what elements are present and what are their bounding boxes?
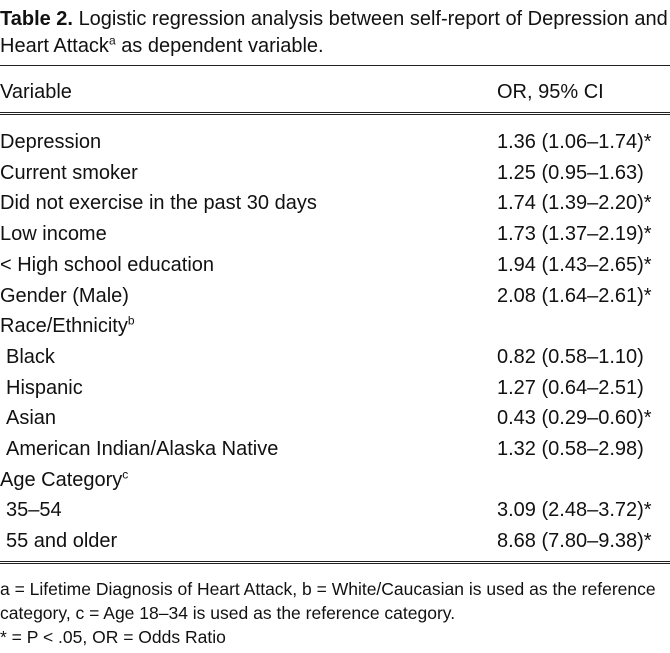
- table-row: [0, 188, 670, 218]
- variable-text: Age Category: [0, 468, 123, 491]
- row-variable: [0, 188, 317, 218]
- bottom-rule: [0, 561, 670, 562]
- row-variable: [6, 434, 278, 464]
- table-row: [0, 495, 670, 525]
- variable-text: Black: [6, 345, 55, 368]
- table-row: [0, 158, 670, 188]
- title-text: Logistic regression analysis between self-report of Depression and Heart Attack: [0, 8, 668, 57]
- header-or-ci: OR, 95% CI: [497, 81, 604, 103]
- row-variable: [0, 311, 135, 341]
- variable-text: Low income: [0, 223, 107, 246]
- footnote-significance: * = P < .05, OR = Odds Ratio: [0, 627, 226, 647]
- title-superscript: a: [108, 33, 116, 48]
- variable-text: Depression: [0, 131, 102, 153]
- variable-text: Race/Ethnicity: [0, 315, 128, 338]
- variable-superscript: b: [127, 313, 135, 328]
- row-or-ci: 0.43 (0.29–0.60)*: [497, 407, 652, 430]
- row-variable: [6, 342, 55, 372]
- row-variable: [0, 465, 128, 495]
- table-row: [0, 219, 670, 249]
- table-row: [0, 311, 670, 341]
- row-variable: [0, 250, 214, 280]
- header-rule: [0, 112, 670, 113]
- variable-text: Current smoker: [0, 161, 138, 184]
- row-variable: [0, 281, 129, 311]
- variable-text: 55 and older: [6, 530, 118, 553]
- variable-text: Hispanic: [6, 376, 83, 399]
- header-variable: Variable: [0, 81, 72, 103]
- table-header: [0, 77, 670, 107]
- row-variable: [6, 495, 62, 525]
- row-or-ci: 8.68 (7.80–9.38)*: [497, 530, 652, 553]
- row-variable: [6, 373, 83, 403]
- table-row: [0, 250, 670, 280]
- row-or-ci: 1.27 (0.64–2.51): [497, 376, 644, 399]
- table-row: [0, 342, 670, 372]
- row-or-ci: 3.09 (2.48–3.72)*: [497, 499, 652, 522]
- row-variable: [0, 219, 107, 249]
- table-row: [0, 127, 670, 157]
- row-or-ci: 1.25 (0.95–1.63): [497, 161, 644, 184]
- table-title: [0, 6, 668, 60]
- table-row: [0, 373, 670, 403]
- table-row: [0, 465, 670, 495]
- row-variable: [0, 158, 138, 188]
- row-or-ci: 0.82 (0.58–1.10): [497, 345, 644, 368]
- table-row: [0, 281, 670, 311]
- footnote-abbreviations: a = Lifetime Diagnosis of Heart Attack, b = White/Caucasian is used as the reference category, c = Age 18–34 is used as the reference category.: [0, 579, 656, 623]
- row-variable: [6, 403, 56, 433]
- table-row: [0, 526, 670, 556]
- row-or-ci: 1.74 (1.39–2.20)*: [497, 192, 652, 215]
- variable-text: Did not exercise in the past 30 days: [0, 192, 317, 215]
- top-rule: [0, 65, 670, 66]
- table-label: Table 2.: [0, 8, 73, 30]
- variable-text: American Indian/Alaska Native: [6, 438, 279, 460]
- row-or-ci: 1.94 (1.43–2.65)*: [497, 253, 652, 276]
- row-variable: [0, 127, 101, 157]
- row-or-ci: 2.08 (1.64–2.61)*: [497, 284, 652, 307]
- row-variable: [6, 526, 117, 556]
- variable-text: < High school education: [0, 253, 215, 276]
- table-footnotes: [0, 577, 670, 649]
- title-text-end: as dependent variable.: [121, 35, 324, 57]
- row-or-ci: 1.32 (0.58–2.98): [497, 438, 644, 460]
- row-or-ci: 1.73 (1.37–2.19)*: [497, 223, 652, 246]
- variable-text: 35–54: [6, 499, 62, 522]
- row-or-ci: 1.36 (1.06–1.74)*: [497, 131, 652, 153]
- header-rule-2: [0, 114, 670, 115]
- variable-superscript: c: [122, 467, 129, 482]
- bottom-rule-2: [0, 563, 670, 564]
- table-row: [0, 403, 670, 433]
- variable-text: Asian: [6, 407, 57, 430]
- table-row: [0, 434, 670, 464]
- variable-text: Gender (Male): [0, 284, 129, 307]
